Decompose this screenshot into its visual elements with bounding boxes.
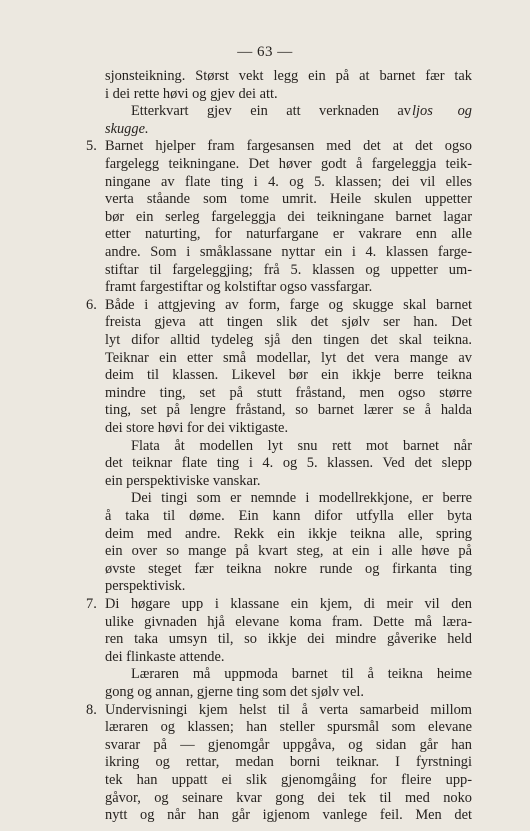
text-line: i dei rette høvi og gjev dei att. [105, 85, 278, 102]
text-line: Undervisningi kjem helst til å verta samarbeid millom [105, 701, 472, 718]
item-number: 8. [86, 701, 97, 718]
text-line: læraren og klassen; han steller spursmål som elevane [105, 719, 472, 736]
text-line: å taka til døme. Ein kann difor utfylla eller byta [105, 508, 472, 524]
text-line: framt fargestiftar og kolstiftar ogso vassfargar. [105, 279, 373, 296]
text-line: andre. Som i småklassane nyttar ein i 4. klassen farge- [105, 244, 472, 260]
text-line: bør ein serleg fargeleggja dei teikningane barnet lagar [105, 208, 472, 225]
text-line: svarar på — gjenomgår uppgåva, og sidan går han [105, 736, 472, 753]
text-line: ren taka umsyn til, so ikkje dei mindre gåverike held [105, 631, 472, 648]
text-line: gong og annan, gjerne ting som det sjølv vel. [105, 684, 364, 700]
text-line: fargelegg teikningane. Det høver godt å fargeleggja teik- [105, 156, 472, 172]
text-line: ein perspektiviske vanskar. [105, 472, 261, 489]
text-line: freista gjeva att tingen slik det sjølv ser han. Det [105, 314, 472, 331]
italic-phrase: ljos og [412, 103, 472, 120]
item-number: 7. [86, 596, 97, 612]
text-line: det teiknar flate ting i 4. og 5. klassen. Ved det slepp [105, 455, 472, 472]
text-line: sjonsteikning. Størst vekt legg ein på at barnet fær tak [105, 68, 472, 84]
text-line: nytt og når han går igjenom vanlege feil. Men det [105, 807, 472, 824]
text-line: verta ståande som tome umrit. Heile skulen uppetter [105, 191, 472, 208]
text-line: ningane av flate ting i 4. og 5. klassen; dei vil elles [105, 173, 472, 190]
text-line: ting, set på lengre fråstand, so barnet lærer se å halda [105, 402, 472, 419]
text-line: etter naturting, for naturfargane er vakrare enn alle [105, 226, 472, 243]
text-line: gåvor, og seinare kvar gong dei tek til med noko [105, 789, 472, 806]
text-line: stiftar til fargeleggjing; frå 5. klassen og uppetter um- [105, 261, 472, 278]
text-line: dei store høvi for dei viktigaste. [105, 420, 289, 436]
text-line: Flata åt modellen lyt snu rett mot barnet når [131, 437, 472, 454]
text-line: ein over so mange på kvart steg, at ein i alle høve på [105, 543, 472, 560]
text-line: mindre ting, set på stutt fråstand, men ogso større [105, 384, 472, 401]
text-line: Di høgare upp i klassane ein kjem, di meir vil den [105, 596, 472, 612]
text-line: dei flinkaste attende. [105, 648, 225, 665]
text-line: lyt difor alltid tydeleg sjå den tingen det skal teikna. [105, 332, 472, 348]
page-number: — 63 — [237, 44, 293, 60]
item-number: 5. [86, 138, 97, 155]
text-line: ulike givnaden hjå elevane koma fram. Dette må læra- [105, 613, 472, 630]
text-line: øvste steget fær teikna nokre runde og firkanta ting [105, 560, 472, 577]
text-line: Læraren må uppmoda barnet til å teikna heime [131, 666, 472, 683]
text-line: Teiknar ein etter små modellar, lyt det vera mange av [105, 349, 472, 366]
text-line: skugge. [105, 120, 149, 137]
text-line: Både i attgjeving av form, farge og skugge skal barnet [105, 296, 472, 313]
text-line: Barnet hjelper fram fargesansen med det at det ogso [105, 138, 472, 155]
text-line: deim til klassen. Likevel bør ein ikkje berre teikna [105, 367, 472, 384]
text-line: tek han uppatt ei slik gjenomgåing for fleire upp- [105, 772, 472, 788]
text-line: Etterkvart gjev ein att verknaden av [131, 103, 411, 120]
text-line: perspektivisk. [105, 578, 186, 595]
text-line: Dei tingi som er nemnde i modellrekkjone, er berre [131, 490, 472, 507]
text-line: ikring og rettar, medan borni teiknar. I fyrstningi [105, 754, 472, 771]
item-number: 6. [86, 296, 97, 313]
text-line: deim med andre. Rekk ein ikkje teikna alle, spring [105, 525, 472, 542]
